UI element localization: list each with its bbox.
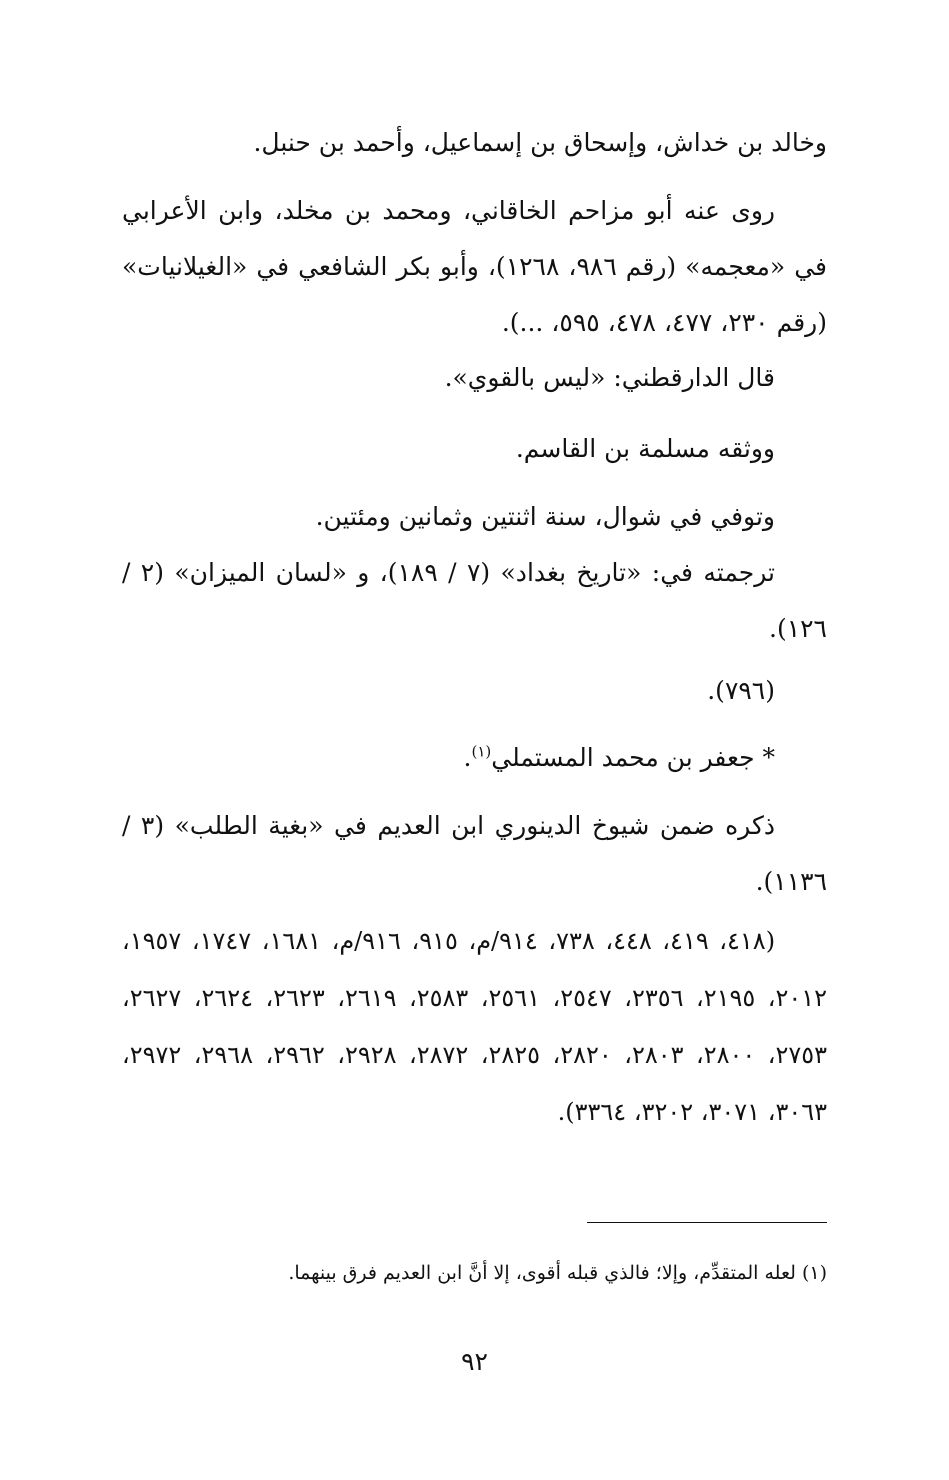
footnote: (١) لعله المتقدِّم، وإلا؛ فالذي قبله أقوى، إلا أنَّ ابن العديم فرق بينهما. [288, 1262, 827, 1284]
entry-heading-text: * جعفر بن محمد المستملي [491, 743, 775, 772]
entry-heading [464, 730, 776, 786]
page-number: ٩٢ [461, 1347, 488, 1376]
paragraph-narrators: روى عنه أبو مزاحم الخاقاني، ومحمد بن مخلد، وابن الأعرابي في «معجمه» (رقم ٩٨٦، ١٢٦٨)، وأبو بكر الشافعي في «الغيلانيات» (رقم ٢٣٠، ٤٧٧، ٤٧٨، ٥٩٥، ...). [122, 196, 827, 337]
paragraph-hadith-numbers: (٤١٨، ٤١٩، ٤٤٨، ٧٣٨، ٩١٤/م، ٩١٥، ٩١٦/م، ١٦٨١، ١٧٤٧، ١٩٥٧، ٢٠١٢، ٢١٩٥، ٢٣٥٦، ٢٥٤٧، ٢٥٦١، ٢٥٨٣، ٢٦١٩، ٢٦٢٣، ٢٦٢٤، ٢٦٢٧، ٢٧٥٣، ٢٨٠٠، ٢٨٠٣، ٢٨٢٠، ٢٨٢٥، ٢٨٧٢، ٢٩٢٨، ٢٩٦٢، ٢٩٦٨، ٢٩٧٢، ٣٠٦٣، ٣٠٧١، ٣٢٠٢، ٣٣٦٤). [122, 927, 828, 1126]
paragraph-entry-number: (٧٩٦). [707, 676, 775, 705]
paragraph-tawthiq: ووثقه مسلمة بن القاسم. [515, 434, 775, 463]
paragraph-biography-sources: ترجمته في: «تاريخ بغداد» (٧ / ١٨٩)، و «لسان الميزان» (٢ / ١٢٦). [122, 558, 827, 643]
entry-heading-end: . [463, 743, 472, 772]
paragraph-teachers: وخالد بن خداش، وإسحاق بن إسماعيل، وأحمد بن حنبل. [253, 128, 827, 157]
paragraph-daraqutni: قال الدارقطني: «ليس بالقوي». [444, 363, 775, 392]
paragraph-ibn-aladim: ذكره ضمن شيوخ الدينوري ابن العديم في «بغية الطلب» (٣ / ١١٣٦). [122, 811, 827, 896]
footnote-divider [587, 1222, 827, 1223]
paragraph-death: وتوفي في شوال، سنة اثنتين وثمانين ومئتين. [315, 502, 775, 531]
footnote-ref: (١) [471, 742, 492, 761]
